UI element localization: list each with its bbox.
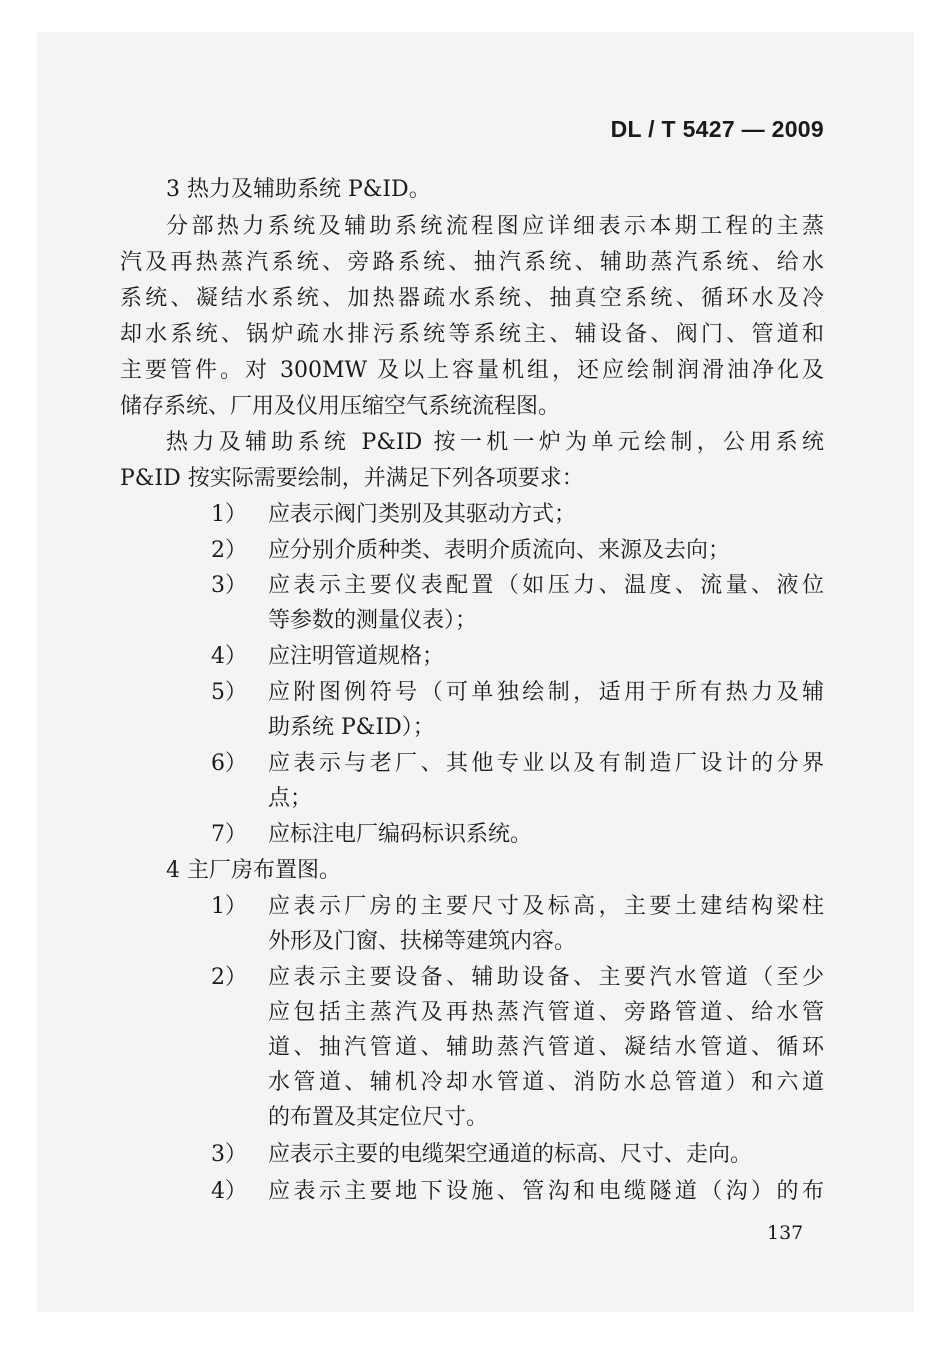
s3-item-4-number: 4） <box>211 644 247 669</box>
s3-item-6-number: 6） <box>211 751 247 776</box>
s3-item-6-line-2: 点； <box>268 786 313 811</box>
s4-item-1-line-1: 应表示厂房的主要尺寸及标高，主要土建结构梁柱 <box>268 894 824 919</box>
s3-item-3-number: 3） <box>211 573 247 598</box>
s4-item-2-line-5: 的布置及其定位尺寸。 <box>268 1105 489 1130</box>
para1-line-3: 系统、凝结水系统、加热器疏水系统、抽真空系统、循环水及冷 <box>120 286 824 311</box>
s4-item-2-line-2: 应包括主蒸汽及再热蒸汽管道、旁路管道、给水管 <box>268 1000 824 1025</box>
s3-item-1-line-1: 应表示阀门类别及其驱动方式； <box>268 502 577 527</box>
s4-item-4-line-1: 应表示主要地下设施、管沟和电缆隧道（沟）的布 <box>268 1179 824 1204</box>
s3-item-7-line-1: 应标注电厂编码标识系统。 <box>268 822 533 847</box>
page-number: 137 <box>767 1222 804 1244</box>
s4-item-4-number: 4） <box>211 1179 247 1204</box>
s4-item-3-line-1: 应表示主要的电缆架空通道的标高、尺寸、走向。 <box>268 1142 753 1167</box>
s3-item-3-line-1: 应表示主要仪表配置（如压力、温度、流量、液位 <box>268 573 824 598</box>
s3-item-5-line-1: 应附图例符号（可单独绘制，适用于所有热力及辅 <box>268 680 824 705</box>
para1-line-6: 储存系统、厂用及仪用压缩空气系统流程图。 <box>120 394 561 419</box>
section-3-heading: 3 热力及辅助系统 P&ID。 <box>166 177 431 202</box>
s3-item-2-number: 2） <box>211 538 247 563</box>
s3-item-2-line-1: 应分别介质种类、表明介质流向、来源及去向； <box>268 538 731 563</box>
para1-line-4: 却水系统、锅炉疏水排污系统等系统主、辅设备、阀门、管道和 <box>120 322 824 347</box>
s4-item-3-number: 3） <box>211 1142 247 1167</box>
s3-item-5-line-2: 助系统 P&ID）； <box>268 715 435 740</box>
standard-code-header: DL / T 5427 — 2009 <box>610 116 824 142</box>
para1-line-5: 主要管件。对 300MW 及以上容量机组，还应绘制润滑油净化及 <box>120 358 824 383</box>
para2-line-2: P&ID 按实际需要绘制，并满足下列各项要求： <box>120 466 584 491</box>
s3-item-5-number: 5） <box>211 680 247 705</box>
s4-item-2-line-4: 水管道、辅机冷却水管道、消防水总管道）和六道 <box>268 1070 824 1095</box>
s3-item-3-line-2: 等参数的测量仪表）； <box>268 608 478 633</box>
s3-item-6-line-1: 应表示与老厂、其他专业以及有制造厂设计的分界 <box>268 751 824 776</box>
s4-item-1-number: 1） <box>211 894 247 919</box>
s3-item-1-number: 1） <box>211 502 247 527</box>
s3-item-4-line-1: 应注明管道规格； <box>268 644 445 669</box>
para2-line-1: 热力及辅助系统 P&ID 按一机一炉为单元绘制，公用系统 <box>166 430 824 455</box>
para1-line-1: 分部热力系统及辅助系统流程图应详细表示本期工程的主蒸 <box>166 214 824 239</box>
s3-item-7-number: 7） <box>211 822 247 847</box>
s4-item-2-line-1: 应表示主要设备、辅助设备、主要汽水管道（至少 <box>268 965 824 990</box>
s4-item-1-line-2: 外形及门窗、扶梯等建筑内容。 <box>268 929 577 954</box>
s4-item-2-number: 2） <box>211 965 247 990</box>
para1-line-2: 汽及再热蒸汽系统、旁路系统、抽汽系统、辅助蒸汽系统、给水 <box>120 250 824 275</box>
s4-item-2-line-3: 道、抽汽管道、辅助蒸汽管道、凝结水管道、循环 <box>268 1035 824 1060</box>
section-4-heading: 4 主厂房布置图。 <box>166 858 341 883</box>
